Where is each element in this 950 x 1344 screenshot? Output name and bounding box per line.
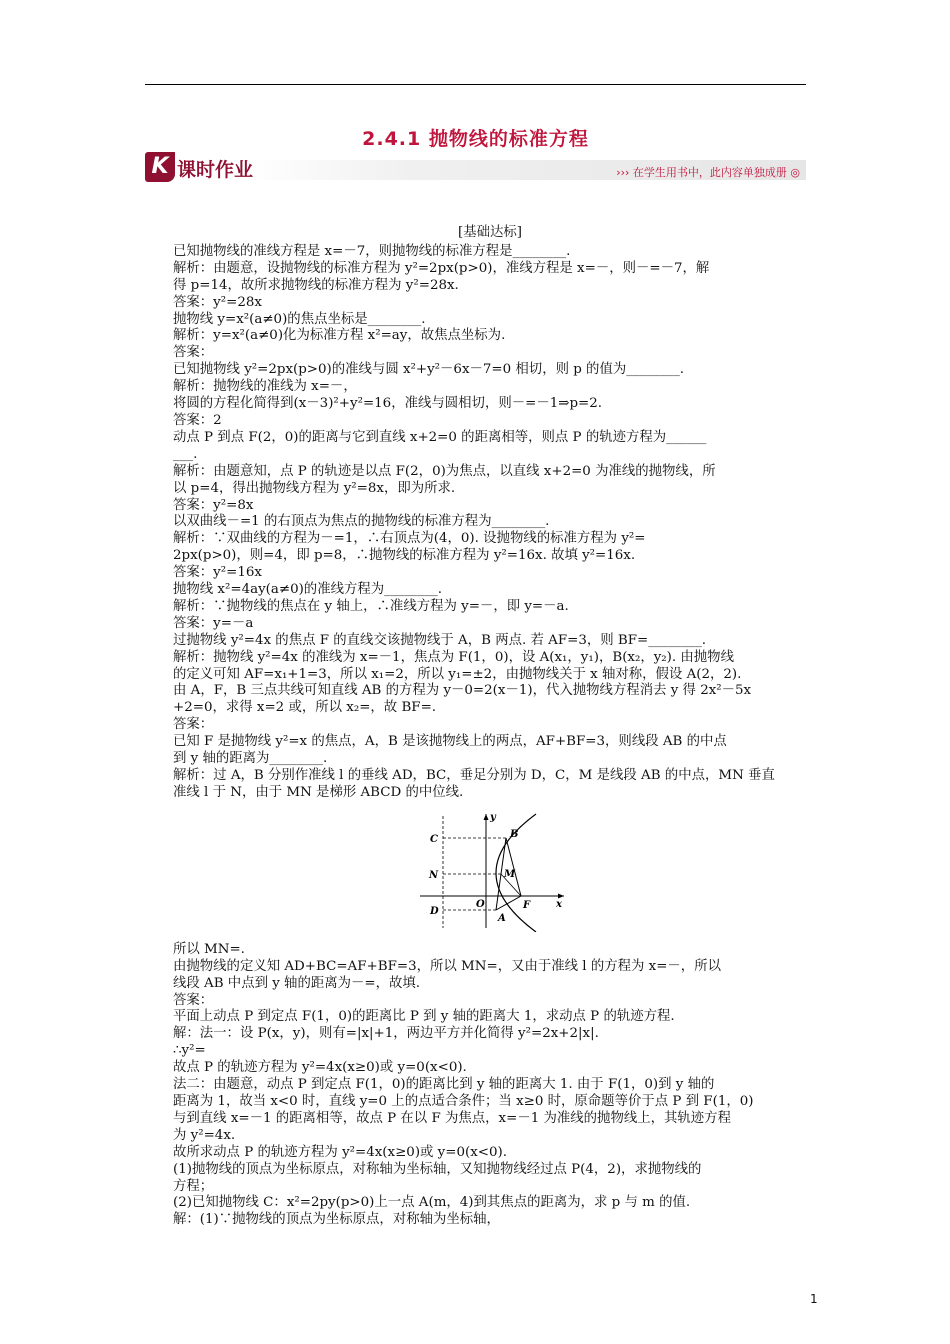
document-body [173, 225, 807, 1229]
banner-label: 课时作业 [177, 159, 254, 181]
text-line: 解析：∵抛物线的焦点在 y 轴上，∴准线方程为 y=－，即 y=－a. [173, 598, 569, 614]
text-line: 由抛物线的定义知 AD+BC=AF+BF=3，所以 MN=，又由于准线 l 的方程为 x=－，所以 [173, 958, 721, 974]
text-line: ∴y²= [173, 1043, 206, 1059]
text-line: 到 y 轴的距离为________. [173, 751, 328, 767]
text-line: 答案： [173, 345, 214, 361]
text-line: 平面上动点 P 到定点 F(1，0)的距离比 P 到 y 轴的距离大 1，求动点 P 的轨迹方程. [173, 1009, 675, 1025]
top-rule [145, 84, 806, 85]
text-line: 答案： [173, 717, 214, 733]
text-line: 的定义可知 AF=x₁+1=3，所以 x₁=2，所以 y₁=±2，由抛物线关于 x 轴对称，假设 A(2，2). [173, 666, 742, 682]
fig-label-a: A [498, 912, 506, 924]
text-line: 得 p=14，故所求抛物线的标准方程为 y²=28x. [173, 277, 459, 293]
text-line: (2)已知抛物线 C：x²=2py(p>0)上一点 A(m，4)到其焦点的距离为，求 p 与 m 的值. [173, 1195, 691, 1211]
text-line: 距离为 1，故当 x<0 时，直线 y=0 上的点适合条件；当 x≥0 时，原命题等价于点 P 到 F(1，0) [173, 1093, 754, 1109]
parabola-diagram [418, 810, 568, 932]
text-block-after-figure [173, 942, 807, 1229]
text-block-before-figure [173, 244, 807, 802]
text-line: 答案： [173, 992, 214, 1008]
text-line: 解析：y=x²(a≠0)化为标准方程 x²=ay，故焦点坐标为. [173, 328, 506, 344]
banner-note: ››› 在学生用书中，此内容单独成册 ◎ [616, 166, 800, 179]
text-line: 已知抛物线的准线方程是 x=－7，则抛物线的标准方程是________. [173, 243, 571, 259]
fig-label-c: C [430, 833, 438, 845]
fig-label-m: M [504, 868, 516, 880]
text-line: 解：(1)∵抛物线的顶点为坐标原点，对称轴为坐标轴， [173, 1212, 500, 1228]
text-line: 故所求动点 P 的轨迹方程为 y²=4x(x≥0)或 y=0(x<0). [173, 1144, 507, 1160]
fig-label-o: O [476, 898, 485, 910]
homework-banner [145, 152, 806, 186]
text-line: 由 A，F，B 三点共线可知直线 AB 的方程为 y－0=2(x－1)，代入抛物线方程消去 y 得 2x²－5x [173, 683, 752, 699]
text-line: 解析：由题意，设抛物线的标准方程为 y²=2px(p>0)，准线方程是 x=－，则－=－7，解 [173, 260, 710, 276]
text-line: 线段 AB 中点到 y 轴的距离为－=，故填. [173, 975, 421, 991]
text-line: 解析：∵双曲线的方程为－=1，∴右顶点为(4，0). 设抛物线的标准方程为 y²= [173, 531, 646, 547]
text-line: 方程； [173, 1178, 214, 1194]
text-line: 与到直线 x=－1 的距离相等，故点 P 在以 F 为焦点，x=－1 为准线的抛物线上，其轨迹方程 [173, 1110, 731, 1126]
fig-label-y: y [490, 811, 496, 823]
text-line: +2=0，求得 x=2 或，所以 x₂=，故 BF=. [173, 700, 437, 716]
text-line: 已知 F 是抛物线 y²=x 的焦点，A，B 是该抛物线上的两点，AF+BF=3，则线段 AB 的中点 [173, 734, 727, 750]
text-line: 2px(p>0)，则=4，即 p=8，∴抛物线的标准方程为 y²=16x. 故填 y²=16x. [173, 548, 636, 564]
text-line: 抛物线 y=x²(a≠0)的焦点坐标是________. [173, 311, 426, 327]
text-line: 答案：y²=28x [173, 294, 262, 310]
text-line: 解：法一：设 P(x，y)，则有=|x|+1，两边平方并化简得 y²=2x+2|x|. [173, 1026, 599, 1042]
parabola-figure [173, 810, 807, 932]
text-line: 答案：y=－a [173, 615, 254, 631]
fig-label-b: B [510, 828, 519, 840]
text-line: (1)抛物线的顶点为坐标原点，对称轴为坐标轴，又知抛物线经过点 P(4，2)，求抛物线的 [173, 1161, 702, 1177]
text-line: 解析：抛物线 y²=4x 的准线为 x=－1，焦点为 F(1，0)，设 A(x₁，y₁)，B(x₂，y₂). 由抛物线 [173, 649, 734, 665]
text-line: 答案：2 [173, 412, 222, 428]
fig-label-x: x [556, 898, 562, 910]
text-line: 过抛物线 y²=4x 的焦点 F 的直线交该抛物线于 A，B 两点. 若 AF=3，则 BF=________. [173, 632, 707, 648]
page-number: 1 [810, 1292, 818, 1306]
text-line: 抛物线 x²=4ay(a≠0)的准线方程为________. [173, 582, 442, 598]
text-line: 已知抛物线 y²=2px(p>0)的准线与圆 x²+y²－6x－7=0 相切，则 p 的值为________. [173, 362, 685, 378]
page-title: 2.4.1 抛物线的标准方程 [362, 128, 589, 150]
fig-label-d: D [430, 905, 439, 917]
text-line: ___. [173, 446, 198, 462]
text-line: 解析：过 A，B 分别作准线 l 的垂线 AD，BC，垂足分别为 D，C，M 是线段 AB 的中点，MN 垂直 [173, 768, 775, 783]
section-label: [基础达标] [457, 225, 522, 240]
fig-label-n: N [429, 869, 439, 881]
text-line: 解析：抛物线的准线为 x=－， [173, 379, 357, 395]
text-line: 故点 P 的轨迹方程为 y²=4x(x≥0)或 y=0(x<0). [173, 1060, 467, 1076]
text-line: 答案：y²=8x [173, 497, 254, 513]
text-line: 以 p=4，得出抛物线方程为 y²=8x，即为所求. [173, 480, 456, 496]
text-line: 动点 P 到点 F(2，0)的距离与它到直线 x+2=0 的距离相等，则点 P 的轨迹方程为______ [173, 429, 707, 445]
text-line: 答案：y²=16x [173, 565, 262, 581]
text-line: 解析：由题意知，点 P 的轨迹是以点 F(2，0)为焦点，以直线 x+2=0 为准线的抛物线，所 [173, 463, 716, 479]
text-line: 法二：由题意，动点 P 到定点 F(1，0)的距离比到 y 轴的距离大 1. 由于 F(1，0)到 y 轴的 [173, 1077, 715, 1093]
text-line: 将圆的方程化简得到(x－3)²+y²=16，准线与圆相切，则－=－1⇒p=2. [173, 396, 603, 412]
text-line: 所以 MN=. [173, 941, 245, 957]
banner-logo-k: K [145, 152, 175, 182]
text-line: 以双曲线－=1 的右顶点为焦点的抛物线的标准方程为________. [173, 514, 550, 530]
fig-label-f: F [523, 899, 531, 911]
text-line: 为 y²=4x. [173, 1127, 236, 1143]
text-line: 准线 l 于 N，由于 MN 是梯形 ABCD 的中位线. [173, 784, 464, 800]
